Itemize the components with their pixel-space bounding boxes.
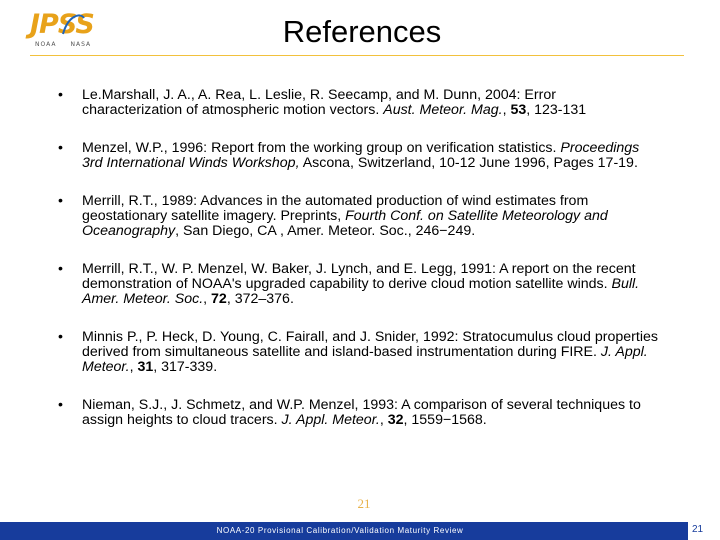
- reference-text: , 1559−1568.: [403, 412, 487, 428]
- footer-title: NOAA-20 Provisional Calibration/Validation Maturity Review: [216, 526, 464, 535]
- reference-source: J. Appl. Meteor.: [82, 344, 648, 375]
- reference-source: Proceedings 3rd International Winds Workshop,: [82, 140, 640, 171]
- reference-text: Le.Marshall, J. A., A. Rea, L. Leslie, R. Seecamp, and M. Dunn, 2004: Error characterization of atmospheric motion vectors.: [82, 87, 556, 118]
- reference-text: ,: [502, 102, 511, 118]
- page-title: References: [282, 14, 442, 49]
- slide-number-center: 21: [357, 496, 371, 511]
- reference-text: ,: [379, 412, 388, 428]
- bullet: •: [58, 329, 63, 345]
- title-divider: [30, 55, 684, 56]
- reference-text: Menzel, W.P., 1996: Report from the working group on verification statistics.: [82, 140, 561, 156]
- reference-text: , 372–376.: [226, 291, 294, 307]
- reference-item: [58, 262, 658, 307]
- bullet: •: [58, 261, 63, 277]
- reference-text: Merrill, R.T., W. P. Menzel, W. Baker, J. Lynch, and E. Legg, 1991: A report on the recent demonstration of NOAA's upgraded capability to derive cloud motion satellite winds.: [82, 261, 636, 292]
- reference-text: , 123-131: [526, 102, 587, 118]
- reference-text: Nieman, S.J., J. Schmetz, and W.P. Menzel, 1993: A comparison of several techniques to assign heights to cloud tracers.: [82, 397, 641, 428]
- reference-source: J. Appl. Meteor.: [281, 412, 380, 428]
- footer-bar: [0, 522, 688, 540]
- reference-item: [58, 88, 658, 118]
- reference-source: Aust. Meteor. Mag.: [383, 102, 503, 118]
- reference-text: , San Diego, CA , Amer. Meteor. Soc., 246−249.: [175, 223, 476, 239]
- reference-text: ,: [203, 291, 212, 307]
- logo-wordmark: JPSS: [30, 9, 94, 40]
- logo-sub-noaa: NOAA: [35, 41, 57, 48]
- reference-volume: 72: [211, 291, 227, 307]
- reference-text: Ascona, Switzerland, 10-12 June 1996, Pages 17-19.: [299, 155, 638, 171]
- reference-list: [58, 88, 658, 428]
- reference-item: [58, 398, 658, 428]
- slide-number: 21: [692, 524, 704, 535]
- reference-text: Merrill, R.T., 1989: Advances in the automated production of wind estimates from geostationary satellite imagery. Preprints,: [82, 193, 589, 224]
- reference-volume: 53: [510, 102, 527, 118]
- reference-text: Minnis P., P. Heck, D. Young, C. Fairall, and J. Snider, 1992: Stratocumulus cloud properties derived from simultaneous satellite and island-based instrumentation during FIRE.: [82, 329, 658, 360]
- reference-item: [58, 330, 658, 375]
- reference-source: Bull. Amer. Meteor. Soc.: [82, 276, 640, 307]
- reference-item: [58, 141, 658, 171]
- bullet: •: [58, 140, 63, 156]
- reference-text: , 317-339.: [153, 359, 218, 375]
- logo-sub-nasa: NASA: [70, 41, 92, 48]
- bullet: •: [58, 193, 63, 209]
- reference-text: ,: [129, 359, 138, 375]
- reference-volume: 32: [387, 412, 404, 428]
- reference-source: Fourth Conf. on Satellite Meteorology and Oceanography: [82, 208, 608, 239]
- reference-item: [58, 194, 658, 239]
- reference-volume: 31: [137, 359, 154, 375]
- bullet: •: [58, 87, 63, 103]
- bullet: •: [58, 397, 63, 413]
